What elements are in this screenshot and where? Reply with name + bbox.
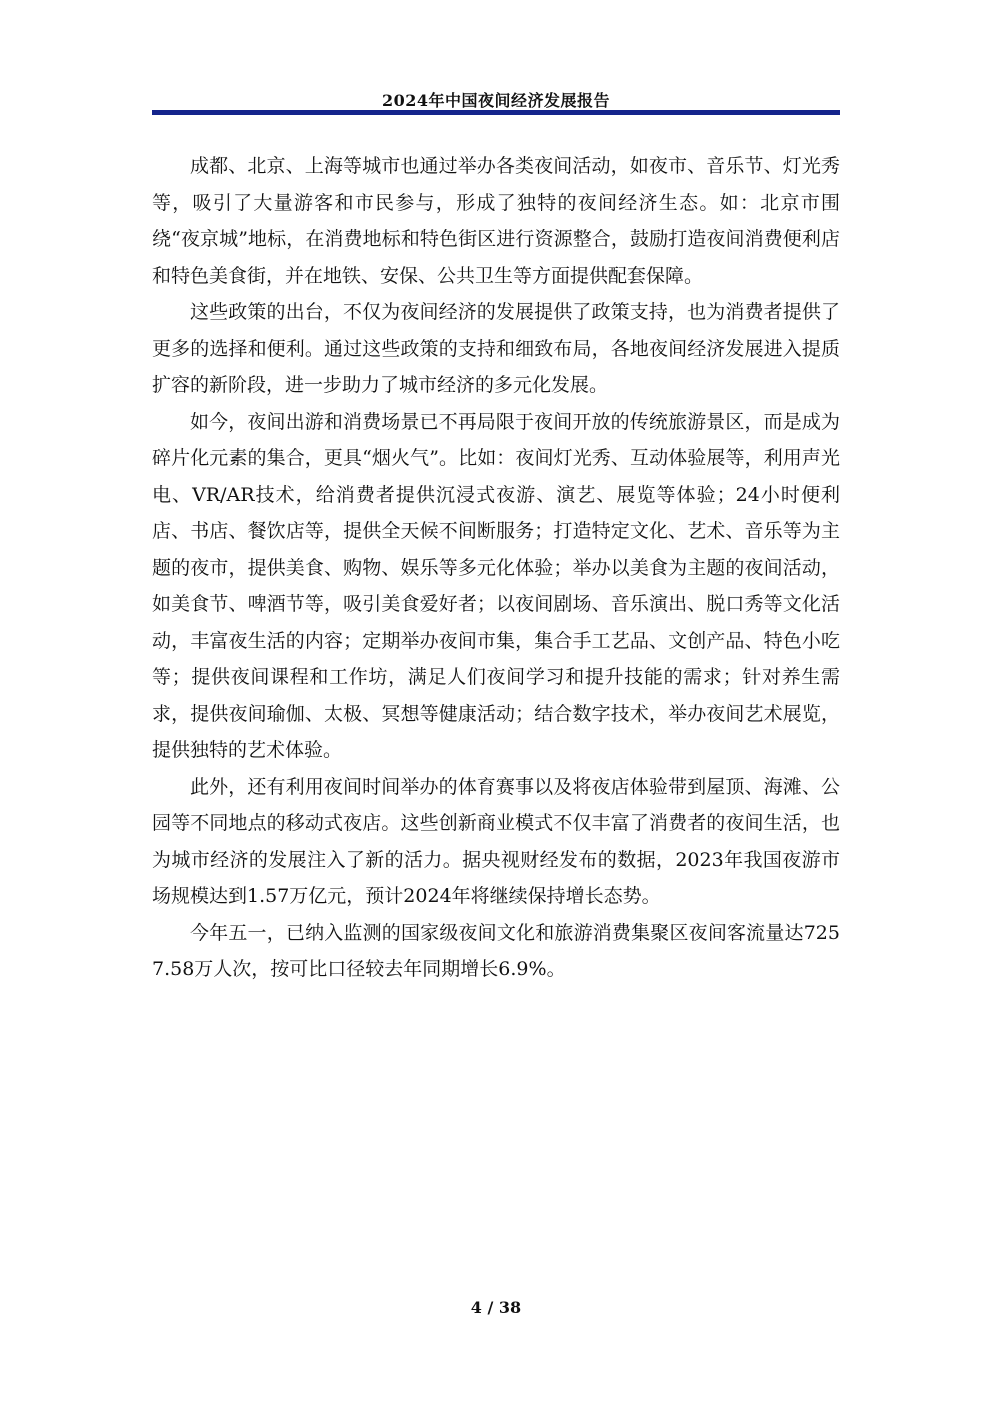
paragraph-5: 今年五一，已纳入监测的国家级夜间文化和旅游消费集聚区夜间客流量达7257.58万人次，按可比口径较去年同期增长6.9%。 — [152, 921, 840, 980]
body-text — [152, 148, 840, 988]
report-title: 2024年中国夜间经济发展报告 — [381, 91, 611, 110]
page-header — [152, 86, 840, 116]
paragraph-2: 这些政策的出台，不仅为夜间经济的发展提供了政策支持，也为消费者提供了更多的选择和便利。通过这些政策的支持和细致布局，各地夜间经济发展进入提质扩容的新阶段，进一步助力了城市经济的多元化发展。 — [152, 301, 840, 396]
paragraph-4: 此外，还有利用夜间时间举办的体育赛事以及将夜店体验带到屋顶、海滩、公园等不同地点的移动式夜店。这些创新商业模式不仅丰富了消费者的夜间生活，也为城市经济的发展注入了新的活力。据央视财经发布的数据，2023年我国夜游市场规模达到1.57万亿元，预计2024年将继续保持增长态势。 — [152, 775, 840, 907]
header-rule — [152, 110, 840, 115]
paragraph-3: 如今，夜间出游和消费场景已不再局限于夜间开放的传统旅游景区，而是成为碎片化元素的集合，更具“烟火气”。比如：夜间灯光秀、互动体验展等，利用声光电、VR/AR技术，给消费者提供沉浸式夜游、演艺、展览等体验；24小时便利店、书店、餐饮店等，提供全天候不间断服务；打造特定文化、艺术、音乐等为主题的夜市，提供美食、购物、娱乐等多元化体验；举办以美食为主题的夜间活动，如美食节、啤酒节等，吸引美食爱好者；以夜间剧场、音乐演出、脱口秀等文化活动，丰富夜生活的内容；定期举办夜间市集，集合手工艺品、文创产品、特色小吃等；提供夜间课程和工作坊，满足人们夜间学习和提升技能的需求；针对养生需求，提供夜间瑜伽、太极、冥想等健康活动；结合数字技术，举办夜间艺术展览，提供独特的艺术体验。 — [152, 410, 840, 761]
page-number: 4 / 38 — [470, 1298, 522, 1317]
paragraph-1: 成都、北京、上海等城市也通过举办各类夜间活动，如夜市、音乐节、灯光秀等，吸引了大量游客和市民参与，形成了独特的夜间经济生态。如：北京市围绕“夜京城”地标，在消费地标和特色街区进行资源整合，鼓励打造夜间消费便利店和特色美食街，并在地铁、安保、公共卫生等方面提供配套保障。 — [152, 155, 840, 287]
